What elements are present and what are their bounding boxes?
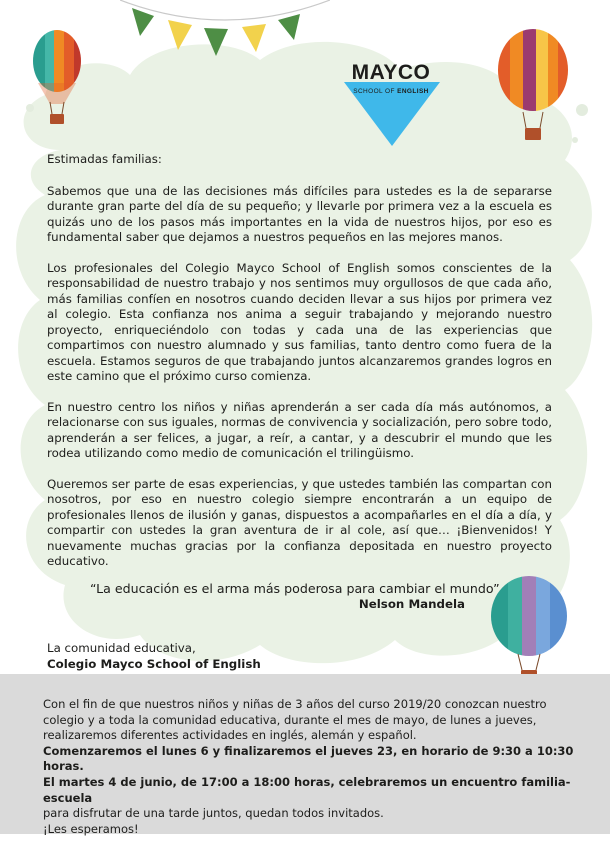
bunting-decoration: [120, 0, 330, 62]
quote-block: [90, 581, 510, 612]
letter-paragraph: Queremos ser parte de esas experiencias, y que ustedes también las compartan con nosotros, por eso en nuestro colegio siempre encontrarán a un equipo de profesionales llenos de ilusión y ganas, dispuestos a acompañarles en el día a día, y compartir con ustedes la gran aventura de ir al cole, así que… ¡Bienvenidos! Y nuevamente muchas gracias por la confianza depositada en nuestro proyecto educativo.: [47, 476, 552, 568]
letter-greeting: Estimadas familias:: [47, 152, 162, 166]
signature: [47, 641, 261, 672]
logo-name: MAYCO: [351, 61, 431, 84]
logo-subtitle: SCHOOL OF ENGLISH: [353, 88, 429, 95]
info-invitation: para disfrutar de una tarde juntos, quedan todos invitados.: [43, 806, 384, 821]
letter-paragraph: Sabemos que una de las decisiones más difíciles para ustedes es la de separarse durante gran parte del día de su pequeño; y llevarle por primera vez a la escuela es quizás uno de los pasos más importantes en la vida de nuestros hijos, por eso es fundamental saber que dejamos a nuestros pequeños en las mejores manos.: [47, 183, 552, 244]
info-meeting: El martes 4 de junio, de 17:00 a 18:00 horas, celebraremos un encuentro familia-escuela: [43, 774, 571, 805]
hot-air-balloon-icon: [30, 28, 84, 126]
letter-paragraph: En nuestro centro los niños y niñas aprenderán a ser cada día más autónomos, a relacionarse con sus iguales, normas de convivencia y socialización, pero sobre todo, aprenderán a ser felices, a jugar, a reír, a cantar, y a descubrir el mundo que les rodea utilizando como medio de comunicación el trilingüismo.: [47, 399, 552, 460]
signature-line: La comunidad educativa,: [47, 641, 196, 655]
quote-text: “La educación es el arma más poderosa para cambiar el mundo”: [90, 581, 500, 596]
info-panel: [0, 674, 610, 834]
letter-body: [47, 152, 552, 585]
info-dates: Comenzaremos el lunes 6 y finalizaremos el jueves 23, en horario de 9:30 a 10:30 horas.: [43, 743, 574, 774]
quote-author: Nelson Mandela: [358, 597, 465, 611]
info-intro: Con el fin de que nuestros niños y niñas de 3 años del curso 2019/20 conozcan nuestro colegio y a toda la comunidad educativa, durante el mes de mayo, de lunes a jueves, realizaremos diferentes actividades en inglés, alemán y español.: [43, 697, 547, 743]
info-panel-text: [43, 697, 588, 837]
letter-paragraph: Los profesionales del Colegio Mayco School of English somos conscientes de la responsabilidad de nuestro trabajo y nos sentimos muy orgullosos de que cada año, más familias confíen en nosotros cuando deciden llevar a sus hijos por primera vez al colegio. Esta confianza nos anima a seguir trabajando y mejorando nuestro proyecto, enriqueciéndolo con todas y cada una de las experiencias que compartimos con nuestro alumnado y sus familias, tanto dentro como fuera de la escuela. Estamos seguros de que trabajando juntos alcanzaremos grandes logros en este camino que el próximo curso comienza.: [47, 260, 552, 383]
info-closing: ¡Les esperamos!: [43, 821, 139, 836]
signature-organization: Colegio Mayco School of English: [47, 656, 261, 671]
school-logo: [336, 62, 446, 146]
hot-air-balloon-icon: [496, 28, 570, 144]
